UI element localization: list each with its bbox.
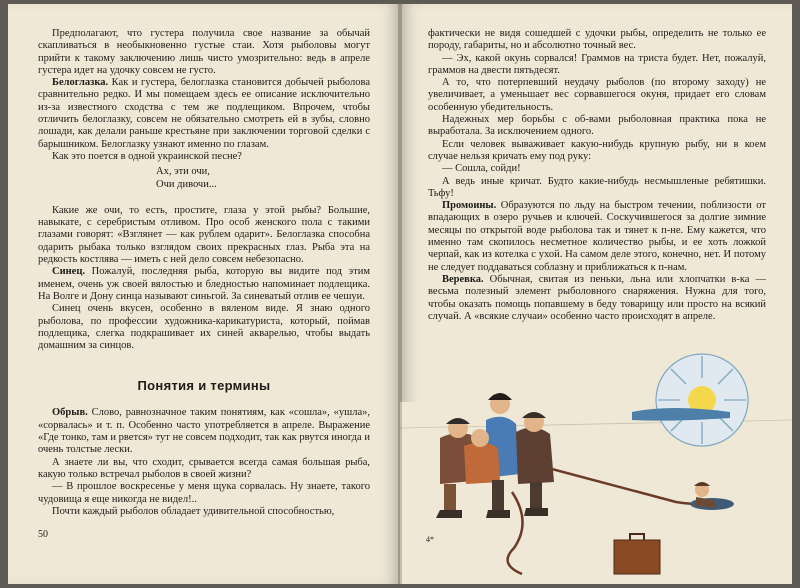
sun-drawing — [656, 354, 748, 446]
term-heading: Синец. — [52, 266, 86, 278]
paragraph — [428, 163, 766, 175]
paragraph-text: — Эх, какой окунь сорвался! Граммов на триста будет. Нет, пожалуй, граммов на двести пятьдесят. — [428, 52, 766, 76]
left-page — [8, 4, 400, 584]
paragraph — [428, 114, 766, 139]
book-spread — [8, 4, 792, 584]
paragraph-text: — В прошлое воскресенье у меня щука сорвалась. Ну знаете, такого чудовища я еще никогда не видел!.. — [38, 481, 370, 505]
paragraph-text: Какие же очи, то есть, простите, глаза у этой рыбы? Большие, навыкате, с серебристым отливом. Про ocoб женского пола с такими глазами говорят: «Взглянет — как рублем одарит». Белоглазка способна одарить рыбака только взглядом своих прекрасных глаз. Рыба эта на редкость костлява — иметь с ней дело совсем небезопасно. — [38, 204, 370, 266]
paragraph-text: А то, что потерпевший неудачу рыболов (по второму заходу) не увеличивает, а уменьшает вес сорвавшегося окуня, придает его словам особенную убедительность. — [428, 77, 766, 113]
paragraph — [428, 53, 766, 78]
paragraph — [38, 28, 370, 77]
poem-verse — [156, 166, 370, 191]
paragraph-text: Пожалуй, последняя рыба, которую вы видите под этим именем, очень уж своей вялостью и бледностью напоминает подлещика. На Волге и Дону синца называют синьгой. За синеватый отлив ее чешуи. — [38, 266, 370, 302]
term-heading: Веревка. — [442, 273, 484, 285]
term-heading: Белоглазка. — [52, 77, 109, 89]
paragraph-text: А ведь иные кричат. Будто какие-нибудь несмышленые ребятишки. Тьфу! — [428, 175, 766, 199]
right-paragraphs — [428, 28, 766, 323]
paragraph-text: Образуются по льду на быстром течении, поблизости от впадающих в озеро ручьев и ключей. Соскучившегося за долгие зимние месяцы по открытой воде рыболова так и тянет к п-не. Ему кажется, что именно там скопилось несметное количество рыбы, и ее хоть ложкой черпай, как из котелка с ухой. На самом деле этого, конечно, нет. И потому не следует поддаваться соблазну и приближаться к п-нам. — [428, 200, 766, 273]
paragraph-text: Если человек вываживает какую-нибудь крупную рыбу, ни в коем случае нельзя кричать ему под руку: — [428, 138, 766, 162]
paragraph — [38, 77, 370, 151]
paragraph-text: Предполагают, что густера получила свое название за обычай скапливаться в необыкновенно густые стаи. Хотя рыболовы могут прийти к такому заключению лишь чисто умозрительно: ведь в апреле густера идет на удочку совсем не густо. — [38, 28, 370, 76]
suitcase-drawing — [614, 534, 660, 574]
page-number: 50 — [38, 529, 48, 540]
illustration-rope-rescue — [400, 342, 792, 584]
paragraph — [38, 303, 370, 352]
paragraph-text: Обычная, свитая из пеньки, льна или хлопчатки в-ка — весьма полезный элемент рыболовного снаряжения. Нужна для того, чтобы оказать помощь попавшему в беду товарищу или просто на всякий случай. А «всякие случаи» особенно часто происходят в апреле. — [428, 273, 766, 322]
paragraph — [428, 176, 766, 201]
paragraph — [38, 151, 370, 163]
paragraph — [38, 266, 370, 303]
paragraph-text: Слово, равнозначное таким понятиям, как «сошла», «ушла», «сорвалась» и т. п. Особенно часто употребляется в апреле. Выражение «Где тонко, там и рвется» тут не совсем подходит, так как рвутся иногда и очень толстые лески. — [38, 407, 370, 456]
verse-line-2: Очи дивочи... — [156, 178, 217, 190]
book-gutter — [398, 4, 402, 584]
paragraph — [38, 457, 370, 482]
paragraph — [428, 28, 766, 53]
term-heading: Обрыв. — [52, 407, 88, 419]
paragraph — [38, 506, 370, 518]
paragraph — [38, 407, 370, 456]
paragraph-text: А знаете ли вы, что сходит, срывается всегда самая большая рыба, какую только встречал рыболов в своей жизни? — [38, 456, 370, 480]
illustration-mark: 4* — [426, 535, 434, 544]
left-paragraphs-bottom — [38, 407, 370, 518]
term-heading: Промоины. — [442, 200, 497, 212]
paragraph-text: — Сошла, сойди! — [442, 163, 521, 175]
paragraph — [38, 481, 370, 506]
left-paragraphs-top — [38, 28, 370, 163]
paragraph — [38, 205, 370, 266]
right-page — [400, 4, 792, 584]
section-title: Понятия и термины — [137, 378, 271, 394]
paragraph-text: Почти каждый рыболов обладает удивительной способностью, — [52, 505, 335, 517]
paragraph-text: Как это поется в одной украинской песне? — [52, 150, 242, 162]
left-paragraphs-middle — [38, 205, 370, 353]
paragraph — [428, 274, 766, 323]
verse-line-1: Ах, эти очи, — [156, 166, 210, 178]
paragraph-text: Как и густера, белоглазка становится добычей рыболова сравнительно редко. И мы помещаем здесь ее описание исключительно из-за известного сходства с тем же подлещиком. Впрочем, чтобы отличить белоглазку, совсем не обязательно смотреть ей в зубы, словно лошади, как делали раньше крестьяне при заключении торговой сделки с барышником. Белоглазку узнают именно по глазам. — [38, 77, 370, 150]
paragraph-text: Синец очень вкусен, особенно в вяленом виде. Я знаю одного рыболова, по профессии художника-карикатуриста, который, поймав подлещика, слегка подкрашивает их синей акварелью, чтобы выдать домашним за синцов. — [38, 303, 370, 352]
paragraph — [428, 77, 766, 114]
paragraph — [428, 139, 766, 164]
paragraph-text: фактически не видя сошедшей с удочки рыбы, определить не только ее породу, габариты, но и абсолютно точный вес. — [428, 28, 766, 52]
paragraph — [428, 200, 766, 274]
paragraph-text: Надежных мер борьбы с об-вами рыболовная практика пока не выработала. За исключением одного. — [428, 114, 766, 138]
